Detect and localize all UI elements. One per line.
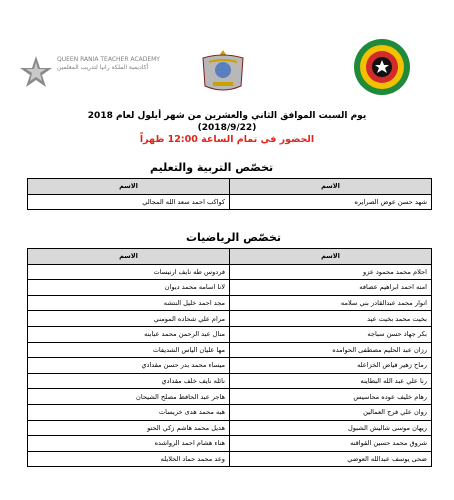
table-row bbox=[28, 420, 432, 436]
table-row bbox=[28, 436, 432, 452]
student-name-cell: منال عبد الرحمن محمد عبابنه bbox=[28, 326, 230, 342]
student-name-cell: هديل محمد هاشم زكي الحتو bbox=[28, 420, 230, 436]
student-name-cell: مجد احمد خليل النتشه bbox=[28, 295, 230, 311]
academy-name bbox=[57, 56, 160, 72]
student-name-cell: رزان عبد الحليم مصطفى الحوامده bbox=[230, 342, 432, 358]
table-row bbox=[28, 295, 432, 311]
column-header-name: الاسم bbox=[28, 179, 230, 195]
table-row bbox=[28, 451, 432, 467]
table-row bbox=[28, 342, 432, 358]
student-name-cell: شروق محمد حسين القواقنه bbox=[230, 436, 432, 452]
table-header-row bbox=[28, 179, 432, 195]
student-name-cell: رماح زهير فياض الخزاعله bbox=[230, 358, 432, 374]
table-row bbox=[28, 326, 432, 342]
table-row bbox=[28, 194, 432, 210]
column-header-name: الاسم bbox=[230, 179, 432, 195]
student-name-cell: امنه احمد ابراهيم عصافه bbox=[230, 280, 432, 296]
table-row bbox=[28, 358, 432, 374]
table-row bbox=[28, 373, 432, 389]
section-title-education: تخصّص التربية والتعليم bbox=[150, 161, 274, 174]
table-row bbox=[28, 311, 432, 327]
mathematics-table bbox=[27, 248, 432, 467]
academy-name-en: QUEEN RANIA TEACHER ACADEMY bbox=[57, 56, 160, 63]
student-name-cell: انوار محمد عبدالقادر بني سلامه bbox=[230, 295, 432, 311]
jordan-crest-logo bbox=[197, 48, 249, 94]
section-title-mathematics: تخصّص الرياضيات bbox=[186, 231, 282, 244]
date-numeric: (2018/9/22) bbox=[197, 123, 257, 133]
student-name-cell: رنا علي عبد الله البطاينه bbox=[230, 373, 432, 389]
ministry-emblem-logo bbox=[352, 37, 412, 97]
student-name-cell: هاجر عبد الحافظ مصلح الشيحان bbox=[28, 389, 230, 405]
student-name-cell: وعد محمد حماد الخلايله bbox=[28, 451, 230, 467]
table-row bbox=[28, 389, 432, 405]
student-name-cell: هناء هشام احمد الرواشده bbox=[28, 436, 230, 452]
student-name-cell: فردوس طه نايف ارنيسات bbox=[28, 264, 230, 280]
student-name-cell: مها عليان الياس الشديفات bbox=[28, 342, 230, 358]
table-header-row bbox=[28, 249, 432, 265]
student-name-cell: رهام خليف عوده محاسيس bbox=[230, 389, 432, 405]
student-name-cell: نائله نايف خلف مقدادي bbox=[28, 373, 230, 389]
student-name-cell: هبه محمد هدى خريسات bbox=[28, 404, 230, 420]
education-table bbox=[27, 178, 432, 210]
student-name-cell: ميساء محمد بدر حسن مقدادي bbox=[28, 358, 230, 374]
student-name-cell: لانا اسامه محمد ديوان bbox=[28, 280, 230, 296]
column-header-name: الاسم bbox=[230, 249, 432, 265]
student-name-cell: ريهان موسى شاليش الشبول bbox=[230, 420, 432, 436]
student-name-cell: مرام علي شحاده المومني bbox=[28, 311, 230, 327]
student-name-cell: كواكب احمد سعد الله المجالي bbox=[28, 194, 230, 210]
date-line: يوم السبت الموافق الثاني والعشرين من شهر أيلول لعام 2018 bbox=[87, 111, 367, 121]
table-row bbox=[28, 280, 432, 296]
table-row bbox=[28, 264, 432, 280]
column-header-name: الاسم bbox=[28, 249, 230, 265]
attendance-time: الحضور في تمام الساعة 12:00 ظهراً bbox=[139, 134, 315, 145]
student-name-cell: بكر جهاد حسن سباجه bbox=[230, 326, 432, 342]
academy-name-ar: أكاديمية الملكة رانيا لتدريب المعلمين bbox=[57, 64, 149, 71]
student-name-cell: احلام محمد محمود عزو bbox=[230, 264, 432, 280]
student-name-cell: ضحى يوسف عبدالله العوضي bbox=[230, 451, 432, 467]
table-row bbox=[28, 404, 432, 420]
student-name-cell: شهد حسن عوض الصرايره bbox=[230, 194, 432, 210]
student-name-cell: روان علي فرج العمالين bbox=[230, 404, 432, 420]
student-name-cell: بخيت محمد بخيت عيد bbox=[230, 311, 432, 327]
